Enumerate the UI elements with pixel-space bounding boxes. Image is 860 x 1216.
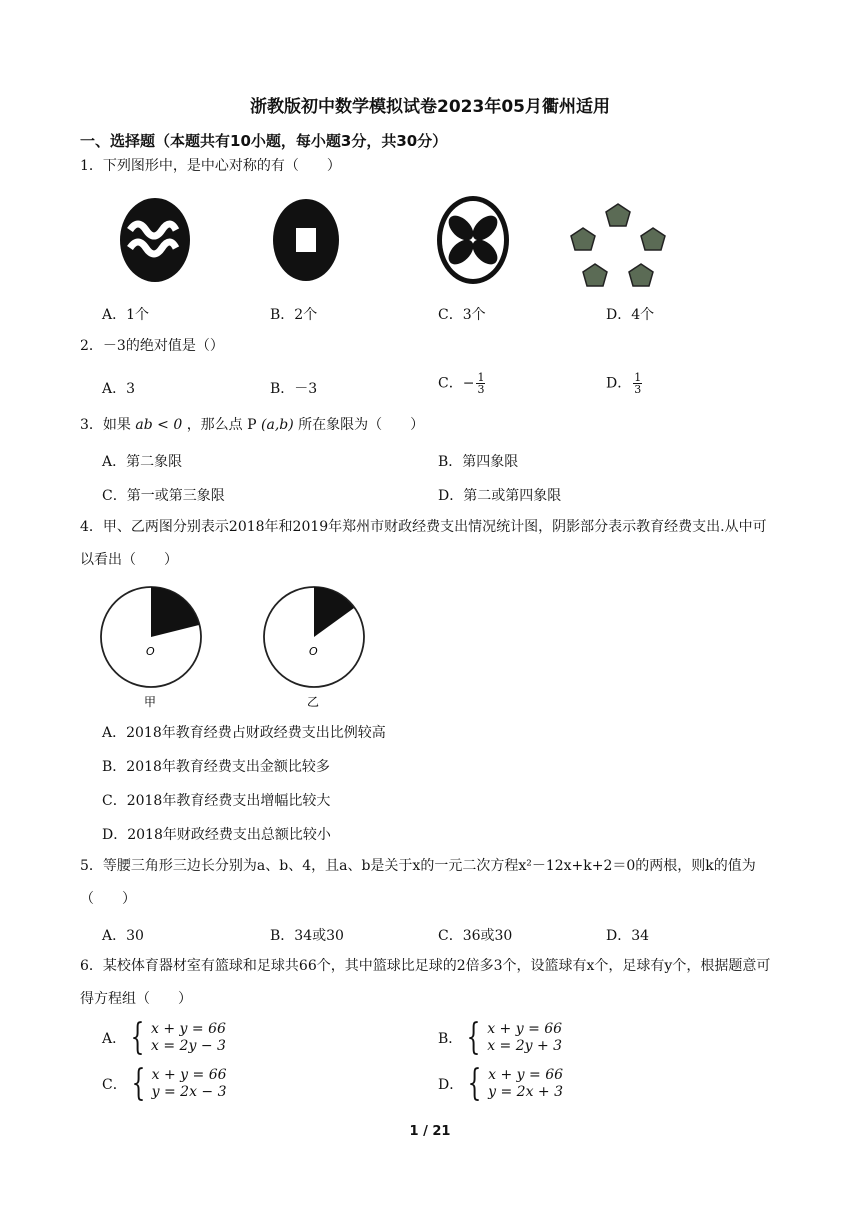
q5-option-a: A．30 (102, 928, 144, 944)
equation-line: x = 2y + 3 (487, 1038, 563, 1054)
pie-yi-label: 乙 (307, 695, 320, 709)
fraction-denominator: 3 (477, 383, 485, 396)
q3-stem-pre: 3．如果 (80, 417, 131, 433)
q1-option-d: D．4个 (606, 307, 655, 323)
pie-jia-center-label: O (146, 645, 155, 658)
q4-option-b: B．2018年教育经费支出金额比较多 (102, 759, 330, 775)
q2-option-d-prefix: D． (606, 375, 632, 392)
fraction-numerator: 1 (634, 371, 642, 384)
q3-option-d: D．第二或第四象限 (438, 488, 562, 504)
q1-option-a: A．1个 (102, 307, 150, 323)
q4-option-a: A．2018年教育经费占财政经费支出比例较高 (102, 725, 386, 741)
q6-option-a-label: A． (102, 1031, 127, 1047)
q6-option-c (102, 1063, 227, 1104)
q3-stem-mid: ，那么点 P (186, 417, 257, 433)
q5-option-b: B．34或30 (270, 928, 344, 944)
q6-option-c-label: C． (102, 1077, 127, 1093)
pie-yi-center-label: O (309, 645, 318, 658)
figure-pentagon-ring (571, 204, 665, 286)
q2-option-c-prefix: C．− (438, 375, 475, 392)
q2-option-c (438, 372, 485, 395)
q5-option-c: C．36或30 (438, 928, 513, 944)
question-1-stem: 1．下列图形中，是中心对称的有（ ） (80, 158, 341, 174)
q2-option-d (606, 372, 642, 395)
q4-pie-figures (96, 582, 386, 712)
question-5-stem: 5．等腰三角形三边长分别为a、b、4，且a、b是关于x的一元二次方程x²－12x+k+2＝0的两根，则k的值为（ ） (80, 858, 756, 907)
q3-option-a: A．第二象限 (102, 454, 183, 470)
equation-line: x + y = 66 (151, 1021, 226, 1037)
equation-line: y = 2x + 3 (488, 1084, 564, 1100)
q5-option-d: D．34 (606, 928, 650, 944)
brace-icon: { (466, 1017, 481, 1058)
fraction-numerator: 1 (477, 371, 485, 384)
fraction (476, 372, 485, 395)
q3-condition: ab < 0 (135, 417, 183, 433)
q2-option-b: B．－3 (270, 381, 318, 397)
page-title: 浙教版初中数学模拟试卷2023年05月衢州适用 (250, 97, 610, 117)
brace-icon: { (467, 1063, 482, 1104)
section-heading: 一、选择题（本题共有10小题，每小题3分，共30分） (80, 132, 448, 150)
q6-option-a (102, 1017, 226, 1058)
q4-option-d: D．2018年财政经费支出总额比较小 (102, 827, 331, 843)
fraction-denominator: 3 (634, 383, 642, 396)
figure-wave-oval (120, 198, 190, 282)
q1-option-b: B．2个 (270, 307, 318, 323)
fraction (633, 372, 642, 395)
q3-point: (a,b) (261, 417, 294, 433)
question-6-stem: 6．某校体育器材室有篮球和足球共66个，其中篮球比足球的2倍多3个，设篮球有x个，足球有y个，根据题意可得方程组（ ） (80, 958, 771, 1007)
question-4-stem: 4．甲、乙两图分别表示2018年和2019年郑州市财政经费支出情况统计图，阴影部分表示教育经费支出.从中可以看出（ ） (80, 519, 767, 568)
pie-yi (264, 587, 364, 709)
q6-option-d-label: D． (438, 1077, 464, 1093)
q4-option-c: C．2018年教育经费支出增幅比较大 (102, 793, 331, 809)
equation-line: x + y = 66 (488, 1067, 564, 1083)
brace-icon: { (131, 1063, 146, 1104)
equation-line: x + y = 66 (487, 1021, 563, 1037)
q3-option-c: C．第一或第三象限 (102, 488, 225, 504)
q1-figures (100, 190, 680, 290)
page-number: 1 / 21 (409, 1124, 451, 1139)
equation-line: y = 2x − 3 (151, 1084, 227, 1100)
question-3-stem (80, 409, 780, 442)
q6-option-b (438, 1017, 563, 1058)
brace-icon: { (130, 1017, 145, 1058)
pie-jia (101, 587, 201, 709)
question-2-stem: 2．－3的绝对值是（） (80, 338, 224, 354)
figure-coin (273, 199, 339, 281)
equation-line: x + y = 66 (151, 1067, 227, 1083)
q3-option-b: B．第四象限 (438, 454, 519, 470)
q2-option-a: A．3 (102, 381, 136, 397)
figure-petal-oval (437, 196, 509, 284)
pie-jia-label: 甲 (144, 695, 157, 709)
q6-option-d (438, 1063, 564, 1104)
q3-stem-post: 所在象限为（ ） (298, 417, 425, 433)
equation-line: x = 2y − 3 (151, 1038, 226, 1054)
q1-option-c: C．3个 (438, 307, 486, 323)
q6-option-b-label: B． (438, 1031, 463, 1047)
